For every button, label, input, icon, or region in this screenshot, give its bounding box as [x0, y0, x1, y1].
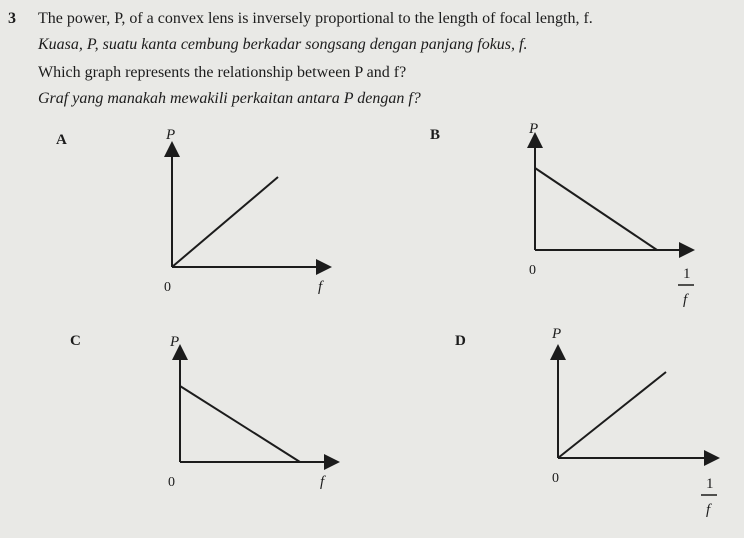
y-axis-label: P: [529, 121, 539, 137]
graph-line: [180, 386, 300, 462]
origin-label: 0: [164, 280, 171, 295]
option-a-letter[interactable]: A: [56, 132, 67, 148]
y-axis-label: P: [552, 326, 562, 342]
y-axis-label: P: [170, 334, 180, 350]
graph-line: [172, 177, 278, 267]
option-c-graph[interactable]: [150, 320, 350, 490]
question-prompt-ms: Graf yang manakah mewakili perkaitan antara P dengan f?: [38, 90, 421, 107]
question-text-ms: Kuasa, P, suatu kanta cembung berkadar songsang dengan panjang fokus, f.: [38, 36, 528, 53]
option-a-graph[interactable]: [140, 125, 340, 295]
question-text-en: The power, P, of a convex lens is inversely proportional to the length of focal length, f.: [38, 10, 593, 27]
graph-line: [558, 372, 666, 458]
origin-label: 0: [529, 263, 536, 278]
x-axis-label: f: [320, 474, 325, 490]
option-c-letter[interactable]: C: [70, 333, 81, 349]
graph-line: [535, 168, 657, 250]
origin-label: 0: [168, 475, 175, 490]
option-d-letter[interactable]: D: [455, 333, 466, 349]
option-d-graph[interactable]: [530, 322, 730, 518]
x-axis-label-numerator: 1: [683, 266, 691, 282]
x-axis-label: f: [318, 279, 323, 295]
y-axis-label: P: [166, 127, 176, 143]
question-prompt-en: Which graph represents the relationship between P and f?: [38, 64, 407, 81]
x-axis-label-denominator: f: [706, 502, 711, 518]
question-number: 3: [8, 10, 16, 27]
option-b-graph[interactable]: [505, 118, 705, 314]
x-axis-label-denominator: f: [683, 292, 688, 308]
origin-label: 0: [552, 471, 559, 486]
x-axis-label-numerator: 1: [706, 476, 714, 492]
option-b-letter[interactable]: B: [430, 127, 441, 143]
